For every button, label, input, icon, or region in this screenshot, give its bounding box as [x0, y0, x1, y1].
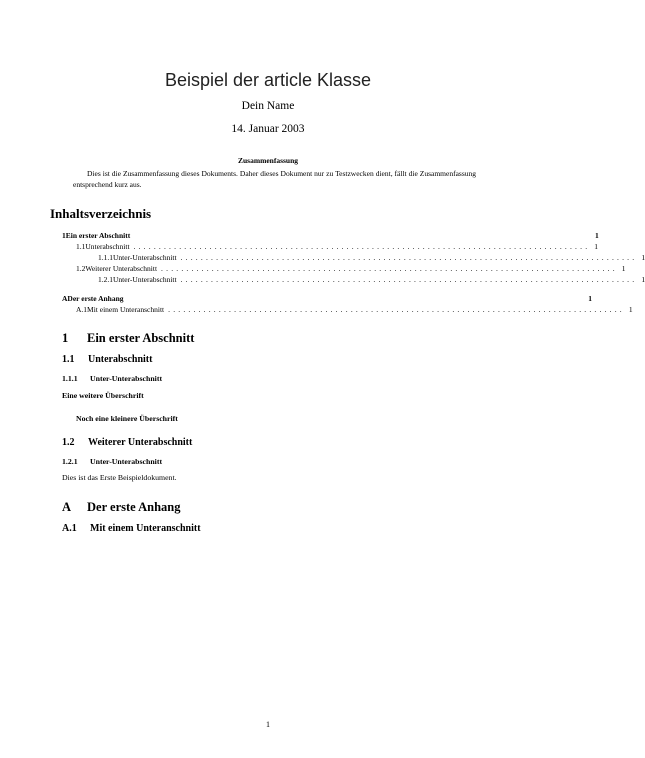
subsection-number: 1.1 [62, 354, 75, 365]
appendix-subsection-number: A.1 [62, 523, 77, 534]
toc-leader: .......................................................................................... [161, 264, 618, 273]
document-title: Beispiel der article Klasse [164, 70, 372, 90]
toc-entry-page: 1 [641, 253, 645, 262]
subsection-heading [62, 437, 192, 448]
paragraph-heading: Eine weitere Überschrift [62, 391, 144, 400]
toc-entry-page: 1 [621, 264, 626, 273]
subsubsection-number: 1.2.1 [62, 457, 78, 466]
toc-entry-title: Ein erster Abschnitt [65, 231, 131, 240]
toc-entry[interactable] [62, 294, 593, 304]
toc-entry[interactable] [98, 253, 645, 263]
toc-entry[interactable] [76, 242, 599, 252]
toc-entry-number: 1 [62, 231, 66, 240]
toc-entry-number: 1.1 [76, 242, 86, 251]
toc-leader: .......................................................................................... [133, 242, 591, 251]
toc-entry[interactable] [76, 305, 633, 315]
toc-entry-title: Unter-Unterabschnitt [113, 253, 177, 262]
subparagraph-heading: Noch eine kleinere Überschrift [76, 414, 178, 423]
toc-entry-title: Der erste Anhang [67, 294, 124, 303]
abstract-text: Dies ist die Zusammenfassung dieses Dokuments. Daher dieses Dokument nur zu Testzwecken dient, fällt die Zusammenfassung entsprechend kurz aus. [73, 169, 476, 189]
section-number: 1 [62, 331, 69, 345]
toc-entry-page: 1 [594, 231, 599, 240]
toc-entry-page: 1 [628, 305, 633, 314]
subsubsection-number: 1.1.1 [62, 374, 78, 383]
toc-entry[interactable] [62, 231, 599, 241]
subsection-title: Unterabschnitt [88, 354, 153, 365]
toc-entry[interactable] [98, 275, 645, 285]
subsubsection-title: Unter-Unterabschnitt [90, 374, 163, 383]
appendix-heading [62, 500, 181, 515]
toc-entry-number: A [62, 294, 68, 303]
subsection-heading [62, 354, 152, 365]
subsection-number: 1.2 [62, 437, 75, 448]
toc-leader: .......................................................................................... [180, 253, 638, 262]
subsubsection-title: Unter-Unterabschnitt [90, 457, 163, 466]
toc-entry-number: 1.2 [76, 264, 86, 273]
toc-entry-number: A.1 [76, 305, 88, 314]
toc-entry-page: 1 [588, 294, 593, 303]
appendix-subsection-heading [62, 523, 201, 534]
toc-heading: Inhaltsverzeichnis [50, 206, 152, 221]
appendix-title: Der erste Anhang [87, 500, 181, 514]
abstract-title: Zusammenfassung [237, 156, 298, 165]
toc-entry-number: 1.2.1 [98, 275, 113, 284]
toc-entry-number: 1.1.1 [98, 253, 113, 262]
subsection-title: Weiterer Unterabschnitt [88, 437, 193, 448]
document-date: 14. Januar 2003 [231, 123, 305, 135]
section-heading [62, 331, 194, 346]
subsubsection-heading [62, 374, 162, 383]
toc-entry-page: 1 [641, 275, 645, 284]
toc-leader: .......................................................................................... [180, 275, 638, 284]
subsubsection-heading [62, 457, 162, 466]
toc-entry-page: 1 [594, 242, 599, 251]
toc-entry-title: Mit einem Unteranschnitt [87, 305, 165, 314]
page-number: 1 [266, 720, 270, 729]
toc-entry[interactable] [76, 264, 626, 274]
appendix-subsection-title: Mit einem Unteranschnitt [90, 523, 201, 534]
section-title: Ein erster Abschnitt [87, 331, 195, 345]
toc-entry-title: Unter-Unterabschnitt [113, 275, 177, 284]
document-author: Dein Name [241, 100, 295, 112]
toc-entry-title: Weiterer Unterabschnitt [85, 264, 158, 273]
body-paragraph: Dies ist das Erste Beispieldokument. [62, 473, 177, 482]
appendix-number: A [62, 500, 72, 514]
toc-entry-title: Unterabschnitt [85, 242, 130, 251]
toc-leader: .......................................................................................... [168, 305, 625, 314]
